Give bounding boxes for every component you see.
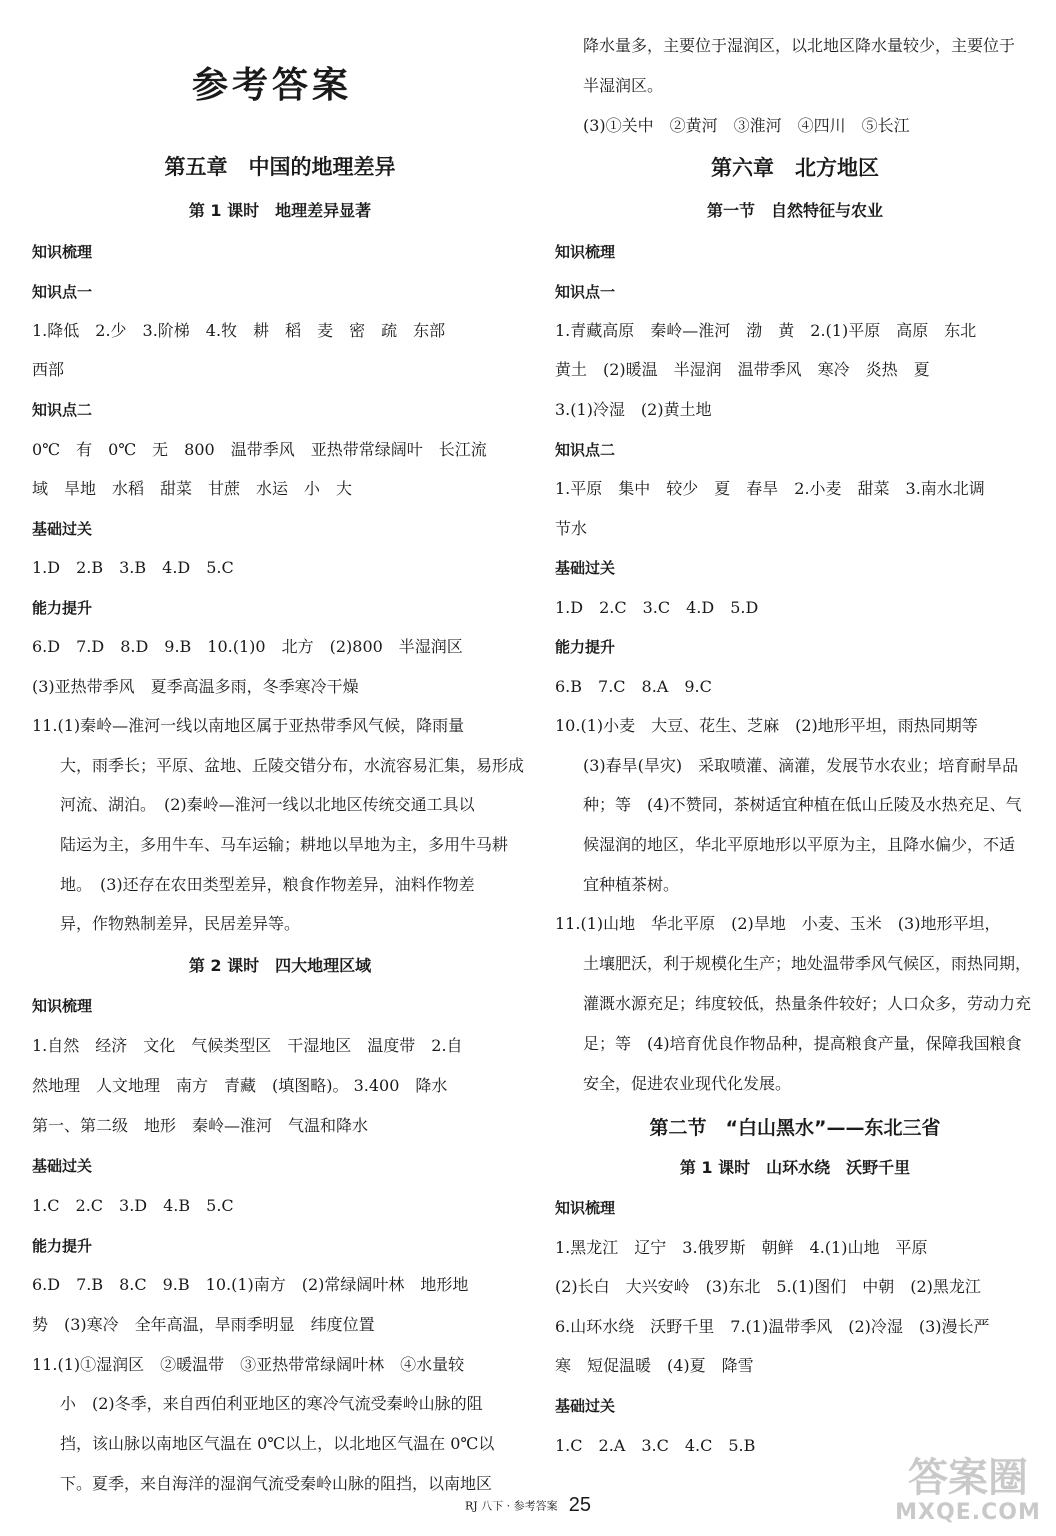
answer-line: 1.D 2.C 3.C 4.D 5.D: [555, 598, 759, 617]
answer-line: 6.B 7.C 8.A 9.C: [555, 677, 712, 696]
answer-line: 1.青藏高原 秦岭—淮河 渤 黄 2.(1)平原 高原 东北: [555, 321, 977, 340]
answer-line: 11.(1)①湿润区 ②暖温带 ③亚热带常绿阔叶林 ④水量较: [32, 1355, 465, 1374]
answer-line: 陆运为主，多用牛车、马车运输；耕地以旱地为主，多用牛马耕: [60, 835, 509, 854]
chapter-5-title: 第五章 中国的地理差异: [164, 155, 396, 179]
answer-line: 灌溉水源充足；纬度较低，热量条件较好；人口众多，劳动力充: [583, 994, 1032, 1013]
answer-line: 足；等 (4)培育优良作物品种，提高粮食产量，保障我国粮食: [583, 1034, 1022, 1053]
watermark-text: 答案圈: [908, 1455, 1028, 1501]
answer-line: 然地理 人文地理 南方 青藏 (填图略)。 3.400 降水: [32, 1076, 448, 1095]
answer-line: 降水量多，主要位于湿润区，以北地区降水量较少，主要位于: [583, 36, 1016, 55]
section-heading: 基础过关: [555, 559, 616, 577]
answer-line: 11.(1)山地 华北平原 (2)旱地 小麦、玉米 (3)地形平坦，: [555, 914, 1001, 933]
section-heading: 知识梳理: [555, 1199, 616, 1217]
section-heading: 知识梳理: [32, 243, 93, 261]
section-heading: 知识梳理: [555, 243, 616, 261]
answer-line: 第一、第二级 地形 秦岭—淮河 气温和降水: [32, 1116, 369, 1135]
answer-line: 候湿润的地区，华北平原地形以平原为主，且降水偏少，不适: [583, 835, 1016, 854]
answer-line: (3)亚热带季风 夏季高温多雨，冬季寒冷干燥: [32, 677, 359, 696]
answer-line: 6.D 7.B 8.C 9.B 10.(1)南方 (2)常绿阔叶林 地形地: [32, 1275, 469, 1294]
answer-line: 1.C 2.C 3.D 4.B 5.C: [32, 1196, 234, 1215]
answer-line: 半湿润区。: [583, 76, 664, 95]
section-heading: 基础过关: [32, 1157, 93, 1175]
page-title: 参考答案: [192, 65, 353, 106]
answer-line: (3)春旱(旱灾) 采取喷灌、滴灌，发展节水农业；培育耐旱品: [583, 756, 1019, 775]
answer-line: 挡，该山脉以南地区气温在 0℃以上，以北地区气温在 0℃以: [60, 1434, 495, 1453]
section-heading: 能力提升: [32, 1237, 93, 1255]
answer-line: 地。 (3)还存在农田类型差异，粮食作物差异，油料作物差: [60, 875, 475, 894]
answer-line: (2)长白 大兴安岭 (3)东北 5.(1)图们 中朝 (2)黑龙江: [555, 1277, 981, 1296]
section-heading: 能力提升: [555, 638, 616, 656]
answer-line: 西部: [32, 360, 65, 379]
answer-line: 种；等 (4)不赞同，茶树适宜种植在低山丘陵及水热充足、气: [583, 795, 1022, 814]
answer-line: 河流、湖泊。 (2)秦岭—淮河一线以北地区传统交通工具以: [60, 795, 475, 814]
answer-line: 势 (3)寒冷 全年高温，旱雨季明显 纬度位置: [32, 1315, 375, 1334]
answer-line: 宜种植茶树。: [583, 875, 680, 894]
section-heading: 基础过关: [555, 1397, 616, 1415]
section-heading: 知识梳理: [32, 997, 93, 1015]
answer-line: 6.D 7.D 8.D 9.B 10.(1)0 北方 (2)800 半湿润区: [32, 637, 463, 656]
answer-line: 1.降低 2.少 3.阶梯 4.牧 耕 稻 麦 密 疏 东部: [32, 321, 446, 340]
watermark-logo: [888, 1456, 1048, 1532]
answer-line: 节水: [555, 519, 588, 538]
answer-line: 安全，促进农业现代化发展。: [583, 1074, 792, 1093]
answer-line: 10.(1)小麦 大豆、花生、芝麻 (2)地形平坦，雨热同期等: [555, 716, 978, 735]
section-heading: 知识点一: [555, 283, 616, 301]
answer-line: 大，雨季长；平原、盆地、丘陵交错分布，水流容易汇集，易形成: [60, 756, 525, 775]
answer-line: 1.D 2.B 3.B 4.D 5.C: [32, 558, 234, 577]
lesson-2-title: 第 2 课时 四大地理区域: [188, 956, 372, 975]
answer-line: 域 旱地 水稻 甜菜 甘蔗 水运 小 大: [32, 479, 353, 498]
lesson-2-1-title: 第 1 课时 山环水绕 沃野千里: [679, 1158, 911, 1177]
answer-line: 寒 短促温暖 (4)夏 降雪: [555, 1356, 754, 1375]
answer-line: 黄土 (2)暖温 半湿润 温带季风 寒冷 炎热 夏: [555, 360, 930, 379]
answer-line: 11.(1)秦岭—淮河一线以南地区属于亚热带季风气候，降雨量: [32, 716, 465, 735]
page-number: 25: [568, 1494, 592, 1516]
answer-line: 下。夏季，来自海洋的湿润气流受秦岭山脉的阻挡，以南地区: [60, 1474, 493, 1493]
answer-line: 土壤肥沃，利于规模化生产；地处温带季风气候区，雨热同期，: [583, 954, 1032, 973]
lesson-1-title: 第 1 课时 地理差异显著: [188, 201, 372, 220]
answer-line: 异，作物熟制差异，民居差异等。: [60, 914, 301, 933]
answer-line: 0℃ 有 0℃ 无 800 温带季风 亚热带常绿阔叶 长江流: [32, 440, 487, 459]
answer-line: 1.黑龙江 辽宁 3.俄罗斯 朝鲜 4.(1)山地 平原: [555, 1238, 928, 1257]
footer-label: RJ 八下 · 参考答案: [464, 1499, 558, 1513]
answer-line: 3.(1)冷湿 (2)黄土地: [555, 400, 712, 419]
section-2-title: 第二节 “白山黑水”——东北三省: [649, 1117, 941, 1139]
section-1-title: 第一节 自然特征与农业: [706, 201, 883, 220]
answer-line: 小 (2)冬季，来自西伯利亚地区的寒冷气流受秦岭山脉的阻: [60, 1394, 483, 1413]
answer-line: 1.平原 集中 较少 夏 春旱 2.小麦 甜菜 3.南水北调: [555, 479, 985, 498]
chapter-6-title: 第六章 北方地区: [711, 156, 879, 180]
answer-line: 1.C 2.A 3.C 4.C 5.B: [555, 1436, 756, 1455]
section-heading: 能力提升: [32, 599, 93, 617]
answer-line: (3)①关中 ②黄河 ③淮河 ④四川 ⑤长江: [583, 116, 910, 135]
section-heading: 基础过关: [32, 520, 93, 538]
answer-line: 6.山环水绕 沃野千里 7.(1)温带季风 (2)冷湿 (3)漫长严: [555, 1317, 990, 1336]
section-heading: 知识点一: [32, 283, 93, 301]
section-heading: 知识点二: [555, 441, 616, 459]
section-heading: 知识点二: [32, 401, 93, 419]
answer-line: 1.自然 经济 文化 气候类型区 干湿地区 温度带 2.自: [32, 1036, 463, 1055]
watermark-url: MXQE.COM: [895, 1500, 1041, 1525]
